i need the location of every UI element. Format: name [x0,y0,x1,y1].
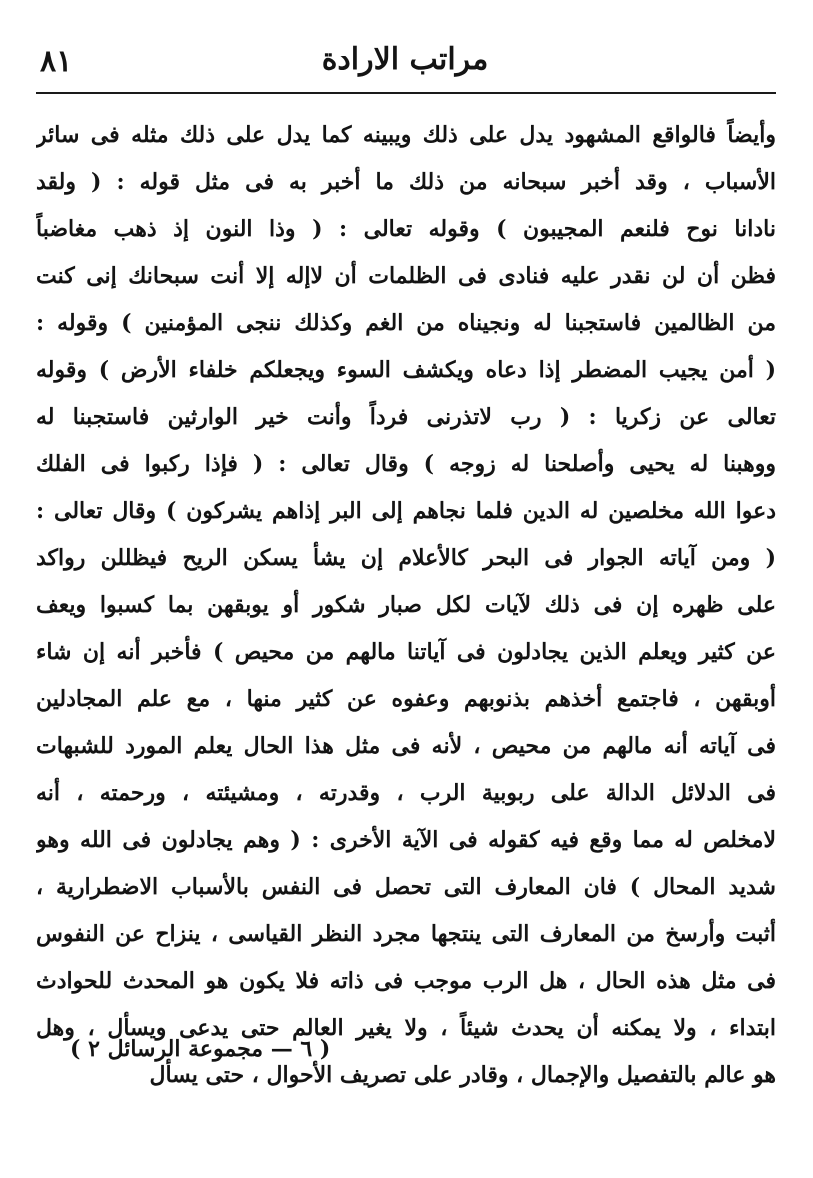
text-line: أثبت وأرسخ من المعارف التى ينتجها مجرد النظر القياسى ، ينزاح عن النفوس [36,921,776,947]
page-header [36,40,774,88]
text-line: تعالى عن زكريا : ( رب لاتذرنى فرداً وأنت خير الوارثين فاستجبنا له [36,404,776,430]
text-line: الأسباب ، وقد أخبر سبحانه من ذلك ما أخبر به فى مثل قوله : ( ولقد [36,169,776,195]
text-line: ووهبنا له يحيى وأصلحنا له زوجه ) وقال تعالى : ( فإذا ركبوا فى الفلك [36,451,776,477]
text-line: فظن أن لن نقدر عليه فنادى فى الظلمات أن لاإله إلا أنت سبحانك إنى كنت [36,263,776,289]
text-line: دعوا الله مخلصين له الدين فلما نجاهم إلى البر إذاهم يشركون ) وقال تعالى : [36,498,776,524]
text-line: فى مثل هذه الحال ، هل الرب موجب فى ذاته فلا يكون هو المحدث للحوادث [36,968,776,994]
text-line: نادانا نوح فلنعم المجيبون ) وقوله تعالى : ( وذا النون إذ ذهب مغاضباً [36,216,776,242]
text-line: عن كثير ويعلم الذين يجادلون فى آياتنا مالهم من محيص ) فأخبر أنه إن شاء [36,639,776,665]
text-line: وأيضاً فالواقع المشهود يدل على ذلك ويبينه كما يدل على ذلك مثله فى سائر [36,122,776,148]
header-rule [36,92,776,94]
text-line: فى الدلائل الدالة على ربوبية الرب ، وقدرته ، ومشيئته ، ورحمته ، أنه [36,780,776,806]
text-line: لامخلص له مما وقع فيه كقوله فى الآية الأخرى : ( وهم يجادلون فى الله وهو [36,827,776,853]
text-line: ( أمن يجيب المضطر إذا دعاه ويكشف السوء ويجعلكم خلفاء الأرض ) وقوله [36,357,776,383]
text-line: من الظالمين فاستجبنا له ونجيناه من الغم وكذلك ننجى المؤمنين ) وقوله : [36,310,776,336]
text-line: أوبقهن ، فاجتمع أخذهم بذنوبهم وعفوه عن كثير منها ، مع علم المجادلين [36,686,776,712]
text-line: فى آياته أنه مالهم من محيص ، لأنه فى مثل هذا الحال يعلم المورد للشبهات [36,733,776,759]
text-line: شديد المحال ) فان المعارف التى تحصل فى النفس بالأسباب الاضطرارية ، [36,874,776,900]
running-title: مراتب الارادة [321,42,489,77]
body-text [36,112,776,1099]
text-line: هو عالم بالتفصيل والإجمال ، وقادر على تصريف الأحوال ، حتى يسأل [149,1062,776,1088]
signature-mark: ( ٦ — مجموعة الرسائل ٢ ) [70,1036,331,1062]
text-line: ابتداء ، ولا يمكنه أن يحدث شيئاً ، ولا يغير العالم حتى يدعى ويسأل ، وهل [36,1015,776,1041]
page-number: ٨١ [40,44,73,79]
text-line: ( ومن آياته الجوار فى البحر كالأعلام إن يشأ يسكن الريح فيظللن رواكد [36,545,776,571]
text-line: على ظهره إن فى ذلك لآيات لكل صبار شكور أو يوبقهن بما كسبوا ويعف [36,592,776,618]
